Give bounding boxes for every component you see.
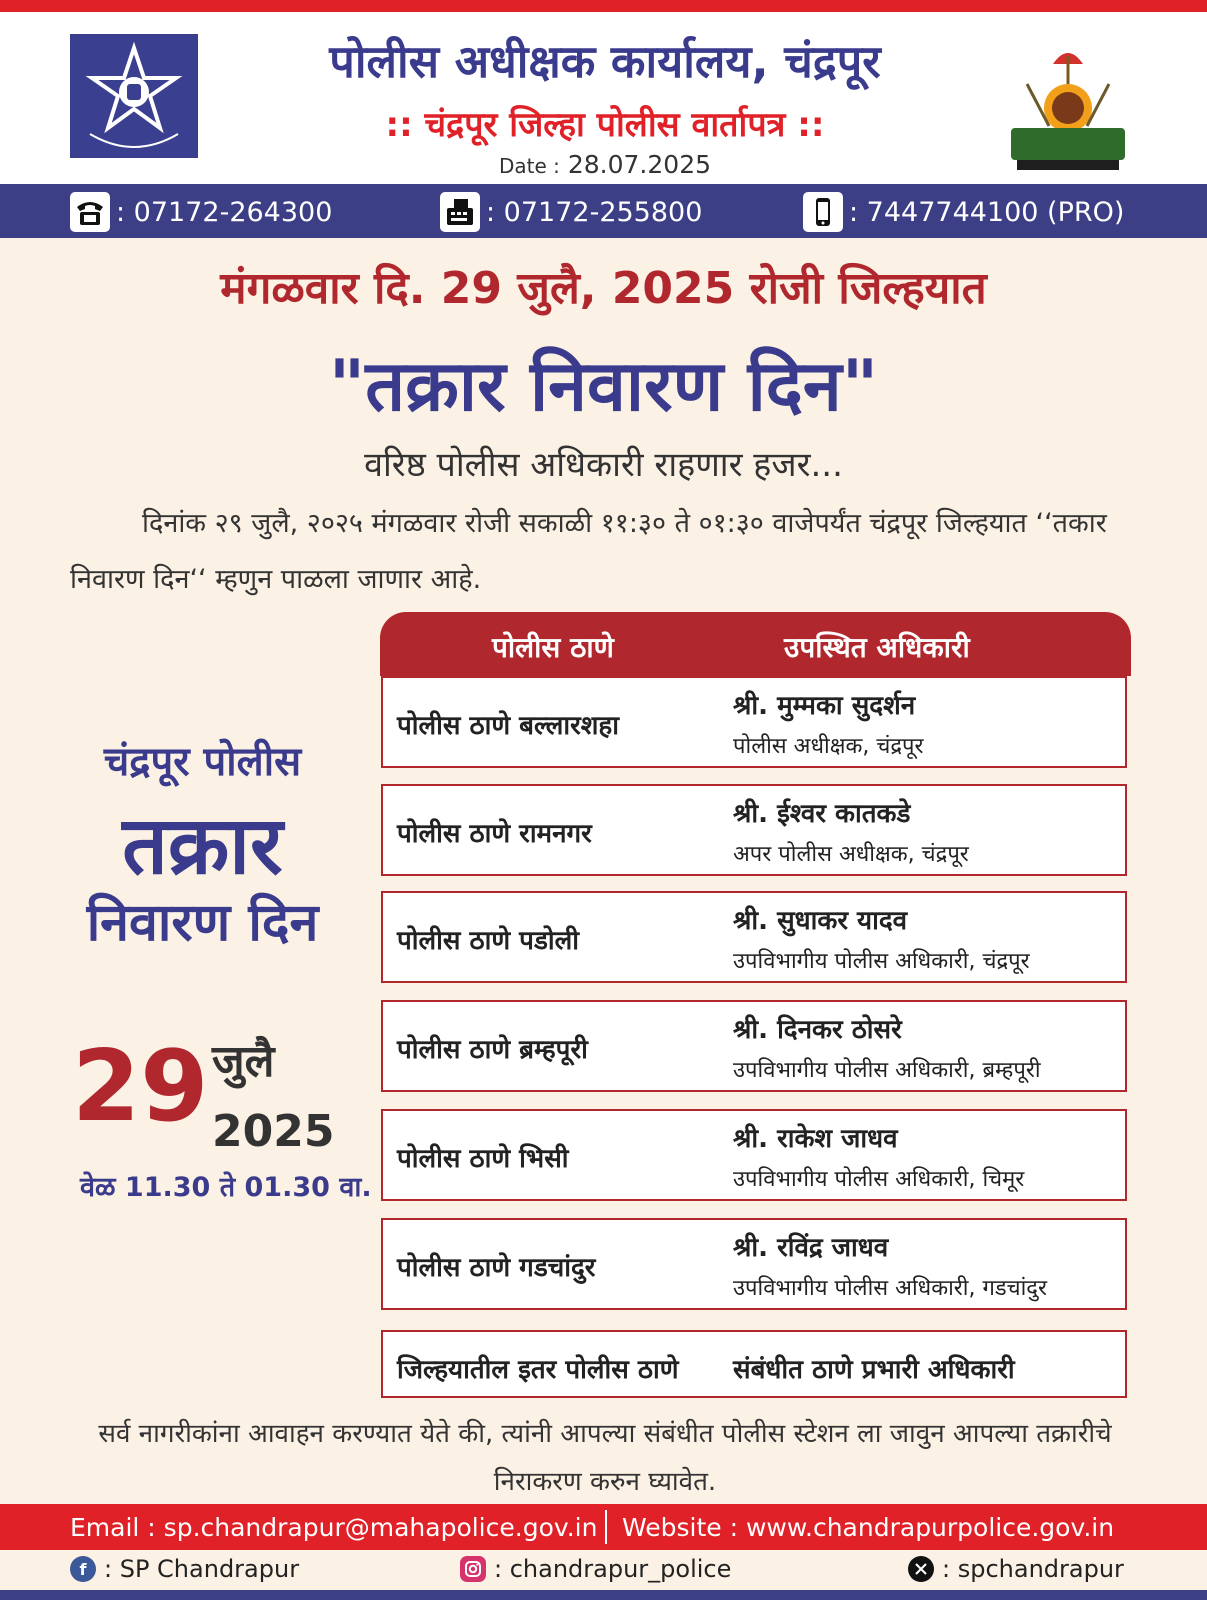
phone-contact[interactable] <box>70 194 332 230</box>
maharashtra-police-logo <box>70 34 198 158</box>
instagram-link[interactable] <box>460 1550 731 1588</box>
station-name: पोलीस ठाणे ब्रम्हपूरी <box>397 1035 588 1065</box>
bottom-navy-strip <box>0 1590 1207 1600</box>
officer-designation: पोलीस अधीक्षक, चंद्रपूर <box>733 734 924 759</box>
officer-name: श्री. ईश्वर कातकडे <box>733 799 911 829</box>
station-name: पोलीस ठाणे भिसी <box>397 1144 569 1174</box>
table-header <box>380 612 1131 676</box>
fax-contact[interactable] <box>440 194 702 230</box>
table-row <box>381 1000 1127 1092</box>
instagram-icon <box>460 1556 486 1582</box>
headline-date: मंगळवार दि. 29 जुलै, 2025 रोजी जिल्हयात <box>220 263 987 314</box>
table-row <box>381 891 1127 983</box>
officer-name: श्री. दिनकर ठोसरे <box>733 1015 902 1045</box>
intro-paragraph: दिनांक २९ जुलै, २०२५ मंगळवार रोजी सकाळी ११:३० ते ०१:३० वाजेपर्यंत चंद्रपूर जिल्हयात ‘‘तकार निवारण दिन‘‘ म्हणुन पाळला जाणार आहे. <box>70 508 1107 595</box>
chandrapur-seal-logo <box>1003 36 1133 172</box>
footer-divider <box>605 1510 607 1544</box>
station-name: पोलीस ठाणे बल्लारशहा <box>397 711 619 741</box>
x-icon <box>908 1556 934 1582</box>
officer-designation: उपविभागीय पोलीस अधिकारी, ब्रम्हपूरी <box>733 1058 1041 1083</box>
office-title: पोलीस अधीक्षक कार्यालय, चंद्रपूर <box>329 35 881 88</box>
facebook-icon: f <box>70 1556 96 1582</box>
footer-contact-bar <box>0 1504 1207 1550</box>
header <box>0 12 1207 184</box>
officer-designation: उपविभागीय पोलीस अधिकारी, चंद्रपूर <box>733 949 1030 974</box>
x-link[interactable] <box>908 1550 1124 1588</box>
mobile-number: : 7447744100 (PRO) <box>849 196 1125 228</box>
headline-main: "तक्रार निवारण दिन" <box>328 345 879 427</box>
contact-bar <box>0 184 1207 238</box>
officer-designation: उपविभागीय पोलीस अधिकारी, चिमूर <box>733 1167 1025 1192</box>
date-value: 28.07.2025 <box>567 150 711 179</box>
phone-number: : 07172-264300 <box>116 196 333 228</box>
side-title-police: चंद्रपूर पोलीस <box>103 739 302 785</box>
table-row <box>381 784 1127 876</box>
facebook-link[interactable] <box>70 1550 299 1588</box>
telephone-icon <box>70 192 110 232</box>
station-name: पोलीस ठाणे गडचांदुर <box>397 1253 596 1283</box>
table-row <box>381 676 1127 768</box>
event-time: वेळ 11.30 ते 01.30 वा. <box>80 1172 372 1203</box>
citizen-appeal: सर्व नागरीकांना आवाहन करण्यात येते की, त्यांनी आपल्या संबंधीत पोलीस स्टेशन ला जावुन आपल्या तक्रारीचे निराकरण करुन घ्यावेत. <box>98 1419 1112 1497</box>
side-title-redressal-day: निवारण दिन <box>86 893 319 953</box>
officer-name: श्री. मुम्मका सुदर्शन <box>733 691 916 721</box>
date-line <box>220 150 990 179</box>
facebook-handle: : SP Chandrapur <box>104 1555 300 1583</box>
instagram-handle: : chandrapur_police <box>494 1555 732 1583</box>
table-row <box>381 1109 1127 1201</box>
email-link[interactable]: Email : sp.chandrapur@mahapolice.gov.in <box>70 1513 598 1542</box>
officer-name: श्री. सुधाकर यादव <box>733 906 908 936</box>
website-link[interactable]: Website : www.chandrapurpolice.gov.in <box>622 1513 1115 1542</box>
header-police-station: पोलीस ठाणे <box>492 631 614 664</box>
officer-designation: उपविभागीय पोलीस अधिकारी, गडचांदुर <box>733 1276 1047 1301</box>
x-handle: : spchandrapur <box>942 1555 1124 1583</box>
other-stations-officer: संबंधीत ठाणे प्रभारी अधिकारी <box>733 1355 1015 1385</box>
station-name: पोलीस ठाणे रामनगर <box>397 819 592 849</box>
side-title-complaint: तक्रार <box>122 799 283 892</box>
date-label: Date : <box>499 154 560 178</box>
table-row-other-stations <box>381 1330 1127 1398</box>
mobile-contact[interactable] <box>803 194 1124 230</box>
header-officer-present: उपस्थित अधिकारी <box>784 631 970 664</box>
event-month: जुलै <box>212 1036 275 1087</box>
officer-name: श्री. रविंद्र जाधव <box>733 1233 889 1263</box>
event-year: 2025 <box>212 1106 335 1157</box>
station-name: पोलीस ठाणे पडोली <box>397 926 579 956</box>
headline-sub: वरिष्ठ पोलीस अधिकारी राहणार हजर... <box>364 445 843 485</box>
officer-name: श्री. राकेश जाधव <box>733 1124 898 1154</box>
newsletter-title: :: चंद्रपूर जिल्हा पोलीस वार्तापत्र :: <box>385 105 825 145</box>
table-row <box>381 1218 1127 1310</box>
event-day: 29 <box>72 1030 209 1144</box>
other-stations-label: जिल्हयातील इतर पोलीस ठाणे <box>397 1355 679 1385</box>
mobile-phone-icon <box>803 192 843 232</box>
top-red-strip <box>0 0 1207 12</box>
officer-designation: अपर पोलीस अधीक्षक, चंद्रपूर <box>733 842 969 867</box>
fax-icon <box>440 192 480 232</box>
fax-number: : 07172-255800 <box>486 196 703 228</box>
